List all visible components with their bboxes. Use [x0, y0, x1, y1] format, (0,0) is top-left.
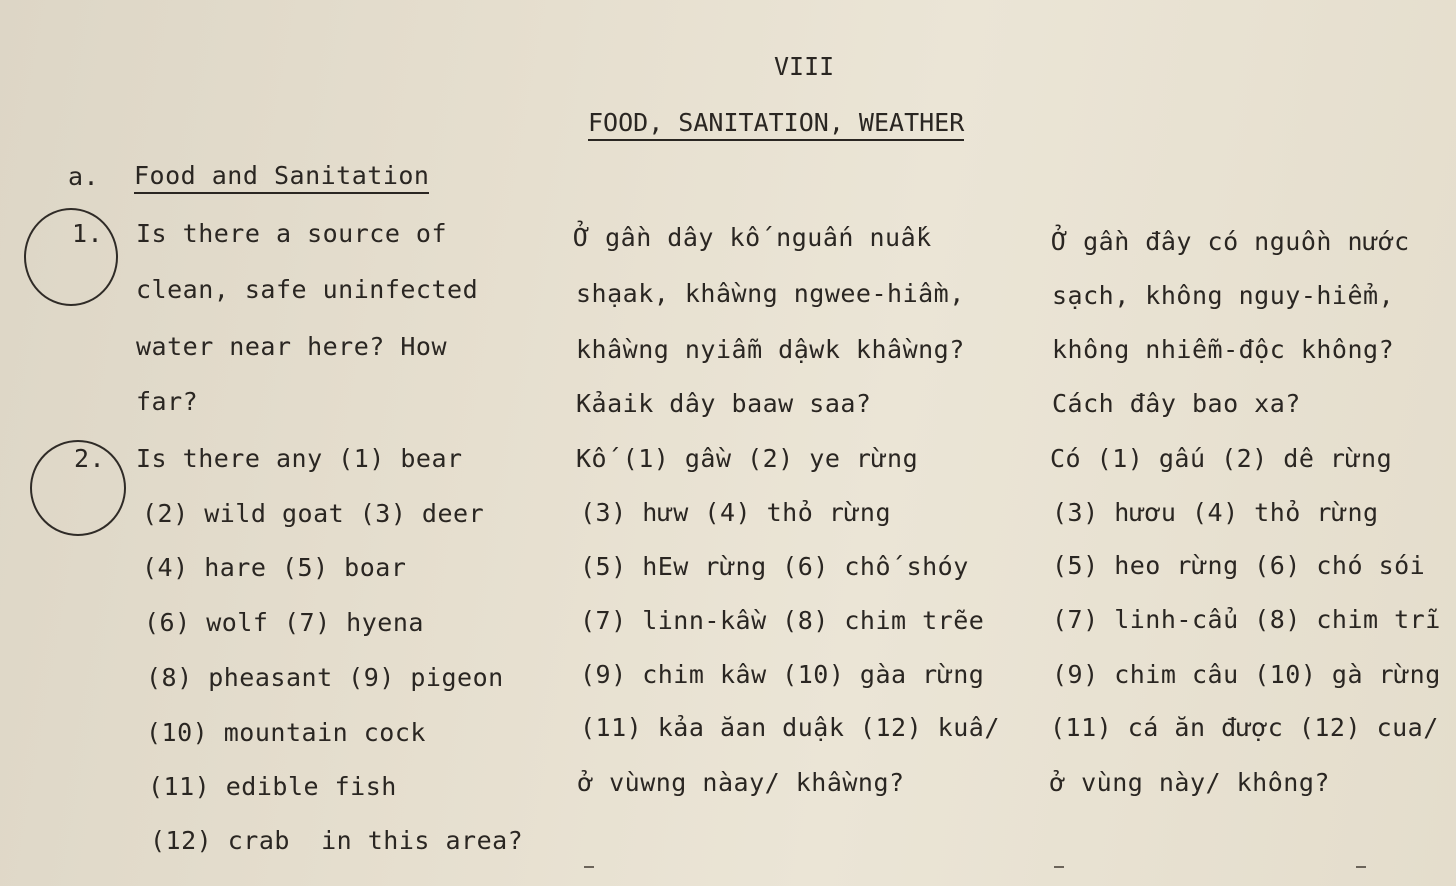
q2-phonetic-line: (5) hEw rừng (6) chố shóy — [580, 552, 969, 581]
q2-english-line: (11) edible fish — [148, 772, 397, 801]
q2-vietnamese-line: ở vùng này/ không? — [1050, 768, 1330, 797]
q2-vietnamese-line: (11) cá ăn được (12) cua/ — [1050, 713, 1439, 742]
q2-english-line: (12) crab in this area? — [150, 826, 524, 855]
section-title: Food and Sanitation — [134, 162, 429, 194]
question-1-number: 1. — [72, 219, 104, 248]
question-2-number: 2. — [74, 444, 106, 473]
q1-vietnamese-line: Cách đây bao xa? — [1052, 389, 1301, 418]
q1-phonetic-line: Kảaik dây baaw saa? — [576, 389, 872, 418]
q2-phonetic-line: ở vùwng nàay/ khầwng? — [578, 768, 905, 797]
q2-phonetic-line: (9) chim kâw (10) gàa rừng — [580, 660, 985, 689]
q2-english-line: Is there any (1) bear — [136, 444, 463, 473]
chapter-number: VIII — [774, 52, 835, 81]
q1-vietnamese-line: không nhiễm-độc không? — [1052, 335, 1395, 364]
q1-english-line: clean, safe uninfected — [136, 275, 479, 304]
next-line-fragment — [0, 866, 1456, 886]
q2-english-line: (2) wild goat (3) deer — [142, 499, 485, 528]
q1-english-line: water near here? How — [136, 332, 448, 361]
q2-phonetic-line: (7) linn-kầw (8) chim trẽe — [580, 606, 985, 635]
q1-phonetic-line: shạak, khầwng ngwee-hiầm, — [576, 279, 965, 308]
q2-vietnamese-line: Có (1) gấu (2) dê rừng — [1050, 444, 1393, 473]
q2-vietnamese-line: (5) heo rừng (6) chó sói — [1052, 551, 1426, 580]
q1-vietnamese-line: Ở gần đây có nguồn nước — [1052, 227, 1410, 256]
q2-phonetic-line: (3) hưw (4) thỏ rừng — [580, 498, 892, 527]
q1-english-line: Is there a source of — [136, 219, 448, 248]
q1-english-line: far? — [136, 387, 199, 416]
q2-vietnamese-line: (7) linh-cẩu (8) chim trĩ — [1052, 605, 1441, 634]
q2-phonetic-line: Kố (1) gầw (2) ye rừng — [576, 444, 919, 473]
q2-phonetic-line: (11) kảa ăan duậk (12) kuâ/ — [580, 713, 1000, 742]
q2-english-line: (4) hare (5) boar — [142, 553, 407, 582]
q2-vietnamese-line: (9) chim câu (10) gà rừng — [1052, 660, 1441, 689]
handwritten-circle-1 — [24, 208, 118, 306]
q2-vietnamese-line: (3) hươu (4) thỏ rừng — [1052, 498, 1379, 527]
section-letter: a. — [68, 162, 100, 191]
q1-phonetic-line: Ở gần dây kố nguấn nuấk — [574, 223, 932, 252]
q1-vietnamese-line: sạch, không nguy-hiểm, — [1052, 281, 1395, 310]
q1-phonetic-line: khầwng nyiẫm dậwk khầwng? — [576, 335, 965, 364]
q2-english-line: (8) pheasant (9) pigeon — [146, 663, 504, 692]
chapter-title: FOOD, SANITATION, WEATHER — [588, 108, 964, 141]
q2-english-line: (10) mountain cock — [146, 718, 426, 747]
q2-english-line: (6) wolf (7) hyena — [144, 608, 424, 637]
